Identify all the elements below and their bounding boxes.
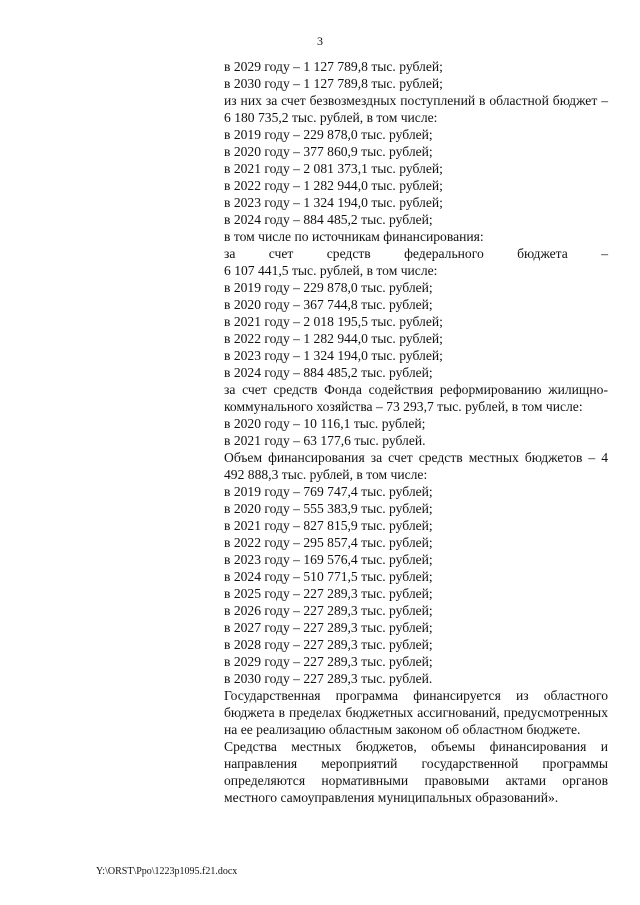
federal-budget-years — [224, 279, 608, 381]
funding-sources-heading: в том числе по источникам финансирования: — [224, 229, 484, 244]
funding-line: в 2024 году – 510 771,5 тыс. рублей; — [224, 569, 433, 584]
funding-line: в 2021 году – 827 815,9 тыс. рублей; — [224, 518, 433, 533]
funding-line: в 2022 году – 295 857,4 тыс. рублей; — [224, 535, 433, 550]
federal-budget-first-line — [224, 245, 608, 262]
federal-budget-total: 6 107 441,5 тыс. рублей, в том числе: — [224, 263, 438, 278]
funding-2029-2030-block — [224, 58, 608, 92]
word: за — [224, 246, 236, 261]
program-financing-paragraph: Государственная программа финансируется из областного бюджета в пределах бюджетных ассигнований, предусмотренных на ее реализацию областным законом об областном бюджете. — [224, 688, 608, 737]
funding-line: в 2019 году – 229 878,0 тыс. рублей; — [224, 127, 433, 142]
funding-line: в 2020 году – 10 116,1 тыс. рублей; — [224, 416, 426, 431]
local-budgets-years — [224, 483, 608, 687]
funding-line: в 2028 году – 227 289,3 тыс. рублей; — [224, 637, 433, 652]
page-number: 3 — [317, 34, 323, 48]
funding-line: в 2026 году – 227 289,3 тыс. рублей; — [224, 603, 433, 618]
housing-fund-paragraph: за счет средств Фонда содействия реформированию жилищно-коммунального хозяйства – 73 293,7 тыс. рублей, в том числе: — [224, 382, 608, 414]
funding-line: в 2023 году – 169 576,4 тыс. рублей; — [224, 552, 433, 567]
funding-line: в 2030 году – 1 127 789,8 тыс. рублей; — [224, 76, 443, 91]
file-path-footer: Y:\ORST\Ppo\1223p1095.f21.docx — [96, 866, 238, 877]
word: счет — [268, 246, 294, 261]
funding-line: в 2023 году – 1 324 194,0 тыс. рублей; — [224, 348, 443, 363]
funding-line: в 2030 году – 227 289,3 тыс. рублей. — [224, 671, 433, 686]
funding-line: в 2020 году – 377 860,9 тыс. рублей; — [224, 144, 433, 159]
funding-line: в 2021 году – 2 081 373,1 тыс. рублей; — [224, 161, 443, 176]
local-funds-paragraph: Средства местных бюджетов, объемы финансирования и направления мероприятий государственной программы определяются нормативными правовыми актами органов местного самоуправления муниципальных образований». — [224, 739, 608, 805]
funding-line: в 2022 году – 1 282 944,0 тыс. рублей; — [224, 331, 443, 346]
funding-line: в 2020 году – 555 383,9 тыс. рублей; — [224, 501, 433, 516]
funding-line: в 2024 году – 884 485,2 тыс. рублей; — [224, 365, 433, 380]
document-body — [224, 58, 608, 806]
funding-line: в 2020 году – 367 744,8 тыс. рублей; — [224, 297, 433, 312]
funding-line: в 2021 году – 63 177,6 тыс. рублей. — [224, 433, 426, 448]
funding-line: в 2029 году – 1 127 789,8 тыс. рублей; — [224, 59, 443, 74]
local-budgets-paragraph: Объем финансирования за счет средств местных бюджетов – 4 492 888,3 тыс. рублей, в том числе: — [224, 450, 608, 482]
funding-line: в 2019 году – 229 878,0 тыс. рублей; — [224, 280, 433, 295]
funding-line: в 2025 году – 227 289,3 тыс. рублей; — [224, 586, 433, 601]
word: средств — [326, 246, 371, 261]
word: – — [601, 246, 608, 261]
word: бюджета — [517, 246, 568, 261]
funding-line: в 2021 году – 2 018 195,5 тыс. рублей; — [224, 314, 443, 329]
funding-line: в 2023 году – 1 324 194,0 тыс. рублей; — [224, 195, 443, 210]
funding-line: в 2027 году – 227 289,3 тыс. рублей; — [224, 620, 433, 635]
funding-line: в 2024 году – 884 485,2 тыс. рублей; — [224, 212, 433, 227]
federal-budget-paragraph — [224, 245, 608, 279]
funding-line: в 2022 году – 1 282 944,0 тыс. рублей; — [224, 178, 443, 193]
funding-line: в 2019 году – 769 747,4 тыс. рублей; — [224, 484, 433, 499]
gratuitous-receipts-years — [224, 126, 608, 245]
gratuitous-receipts-paragraph: из них за счет безвозмездных поступлений в областной бюджет – 6 180 735,2 тыс. рублей, в том числе: — [224, 93, 608, 125]
housing-fund-years — [224, 415, 608, 449]
word: федерального — [404, 246, 484, 261]
funding-line: в 2029 году – 227 289,3 тыс. рублей; — [224, 654, 433, 669]
